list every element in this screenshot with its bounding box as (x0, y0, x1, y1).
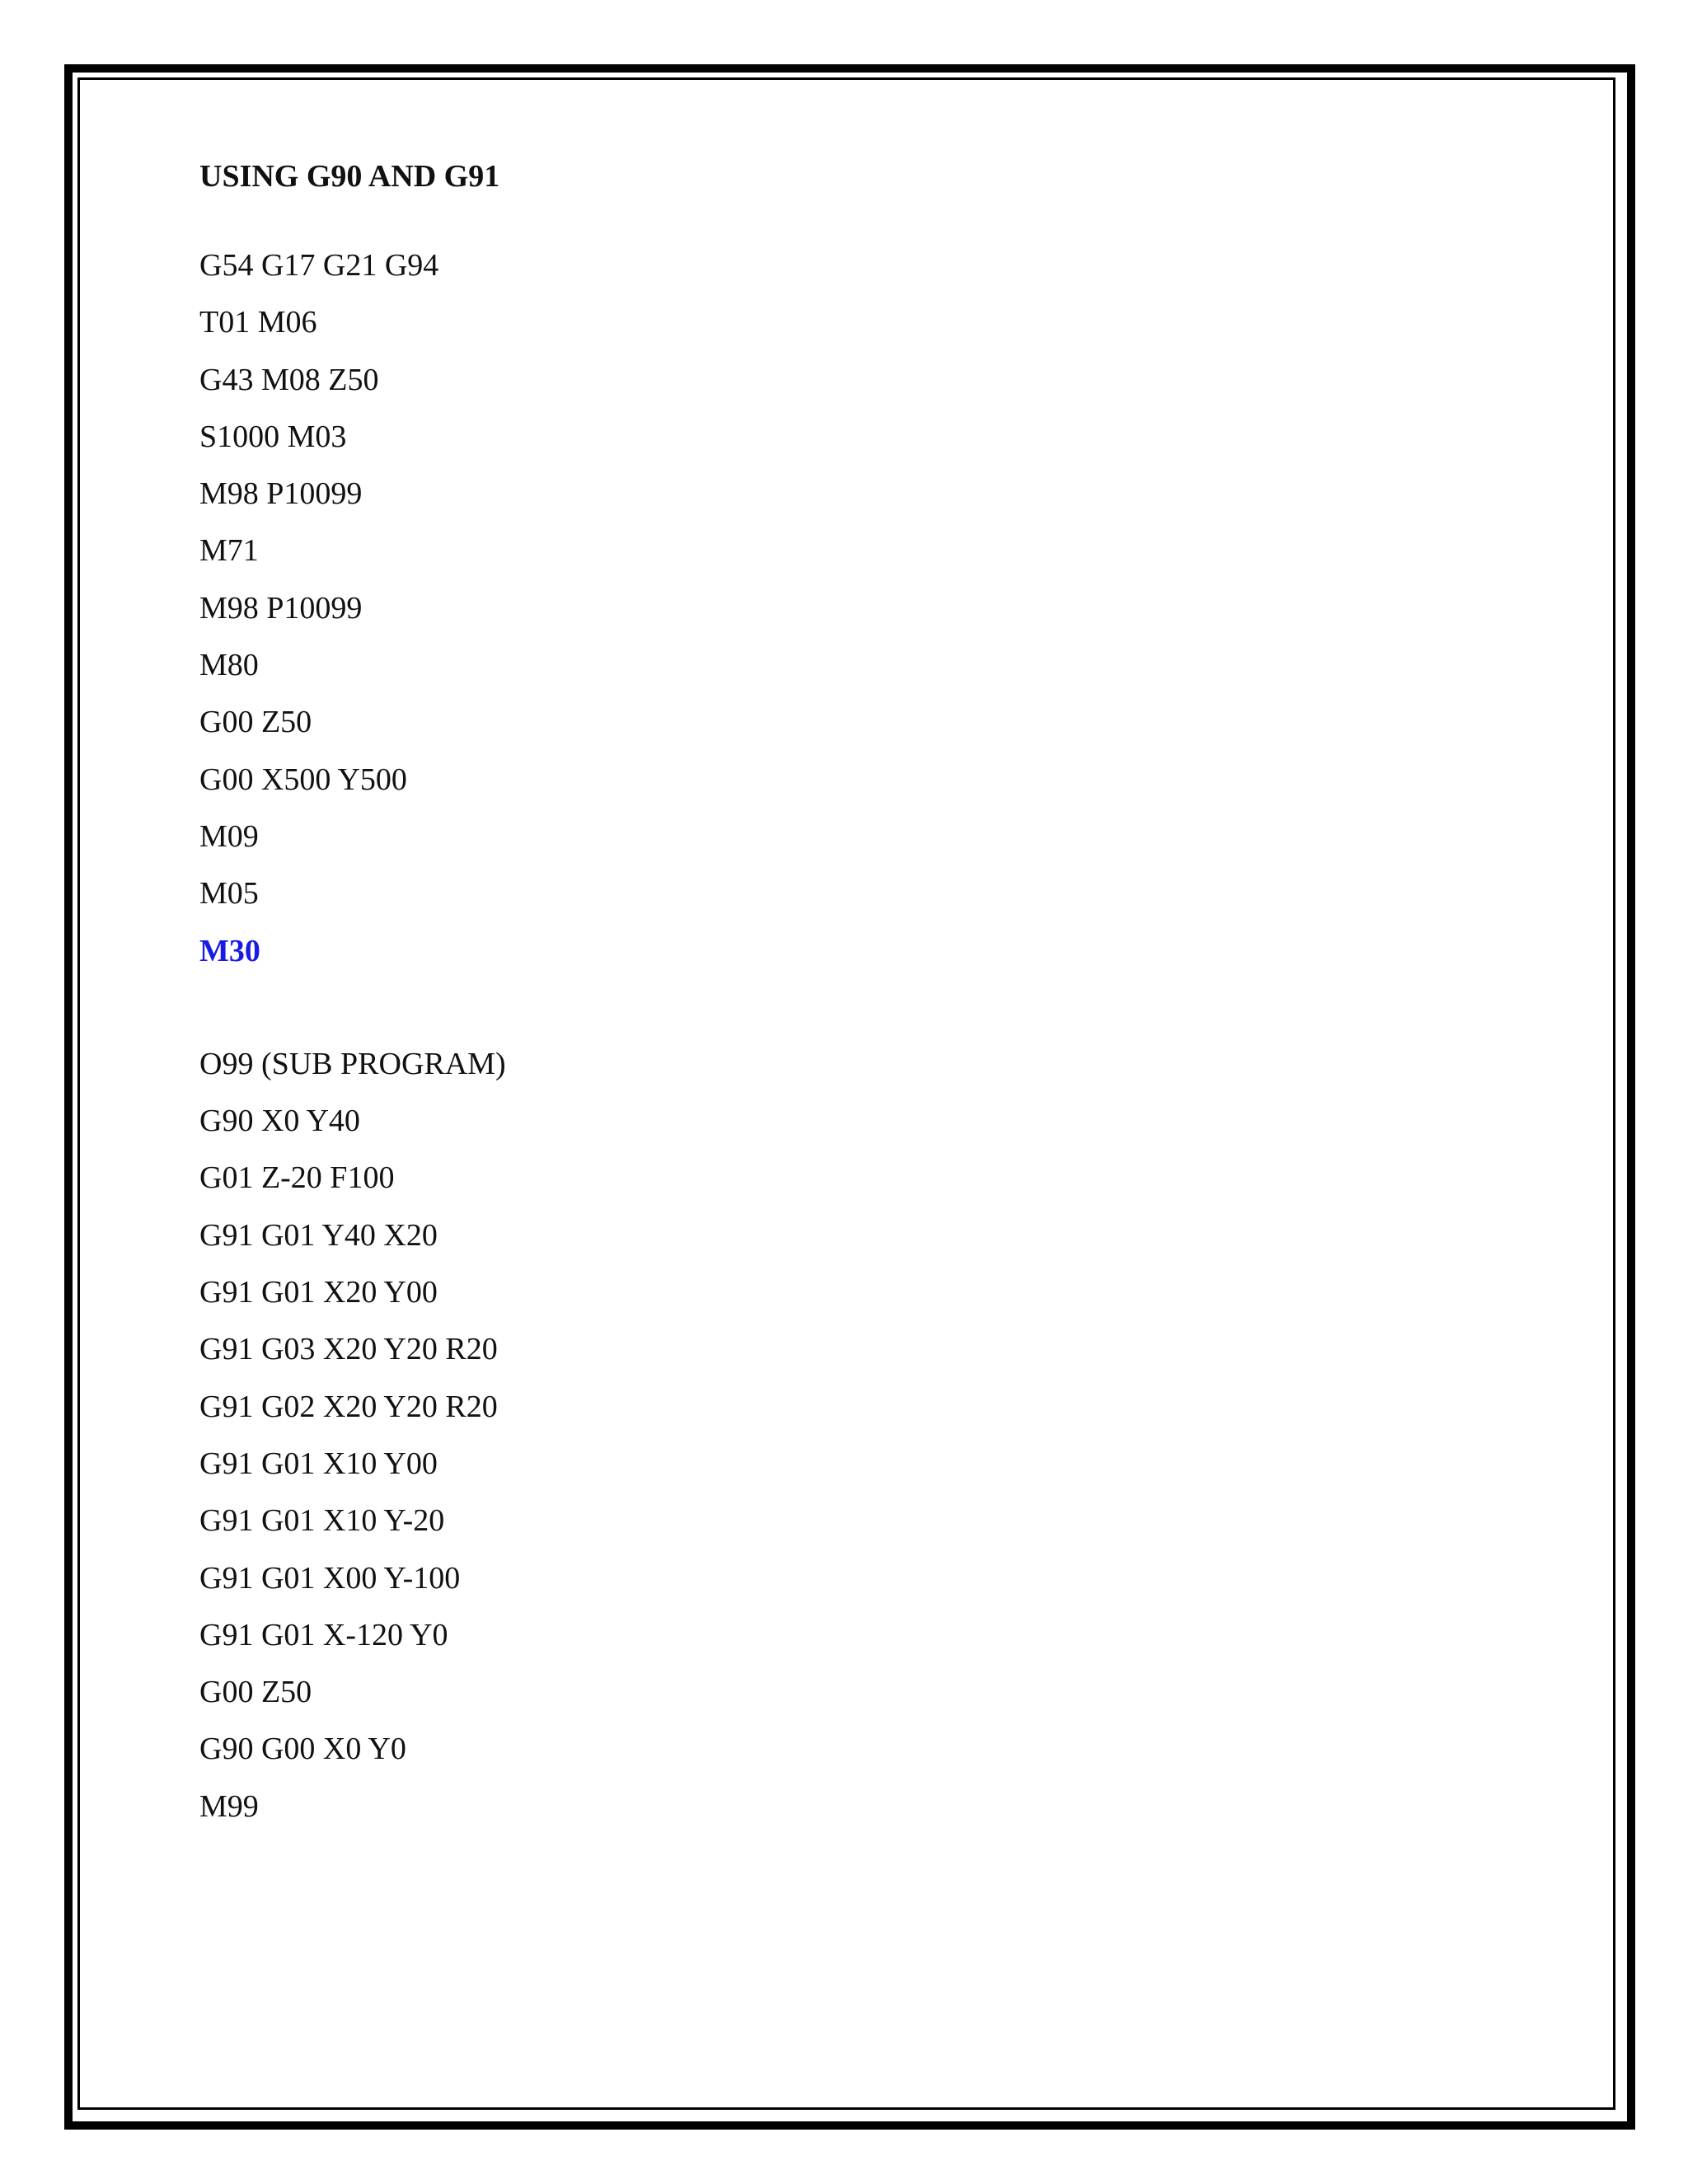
code-line: M09 (199, 818, 259, 854)
code-line: G91 G03 X20 Y20 R20 (199, 1332, 498, 1367)
code-line: G91 G01 X00 Y-100 (199, 1560, 461, 1596)
document-heading: USING G90 AND G91 (199, 159, 500, 194)
code-line: M98 P10099 (199, 476, 363, 512)
code-line: M80 (199, 648, 259, 683)
code-line: G00 Z50 (199, 705, 312, 740)
code-line: M99 (199, 1788, 259, 1824)
code-line: G91 G01 Y40 X20 (199, 1217, 438, 1253)
code-line: M05 (199, 876, 259, 912)
code-line: G91 G01 X20 Y00 (199, 1275, 438, 1310)
sub-program (199, 1036, 1436, 1835)
code-line: S1000 M03 (199, 419, 347, 454)
code-line: G91 G01 X10 Y-20 (199, 1503, 445, 1539)
code-line: G90 X0 Y40 (199, 1104, 360, 1139)
main-program (199, 237, 1436, 980)
code-line: G00 Z50 (199, 1675, 312, 1710)
code-line: G01 Z-20 F100 (199, 1160, 395, 1196)
code-line: G91 G02 X20 Y20 R20 (199, 1389, 498, 1424)
code-line: G54 G17 G21 G94 (199, 248, 439, 283)
code-line: G00 X500 Y500 (199, 762, 407, 797)
code-line: T01 M06 (199, 305, 317, 340)
section-gap (199, 980, 1436, 1036)
code-line: M98 P10099 (199, 590, 363, 626)
code-line: M71 (199, 533, 259, 569)
code-line: G90 G00 X0 Y0 (199, 1732, 406, 1767)
program-end-line: M30 (199, 933, 260, 968)
document-content (199, 155, 1436, 1835)
code-line: G91 G01 X10 Y00 (199, 1446, 438, 1481)
sub-program-title: O99 (SUB PROGRAM) (199, 1046, 506, 1081)
code-line: G43 M08 Z50 (199, 362, 379, 397)
code-line: G91 G01 X-120 Y0 (199, 1617, 448, 1652)
